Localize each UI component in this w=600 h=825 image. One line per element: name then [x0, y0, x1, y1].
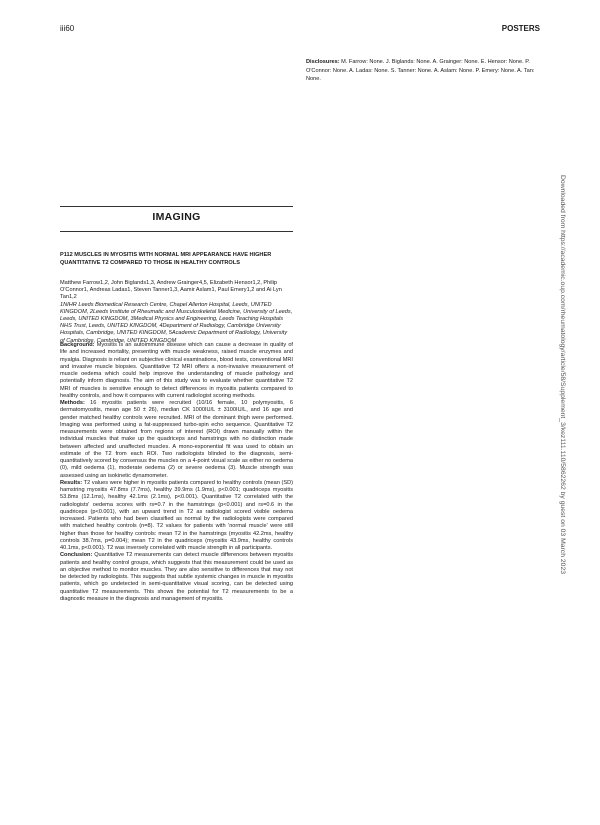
background-text: Myositis is an autoimmune disease which can cause a decrease in quality of life and increased mortality, presenting with muscle weakness, raised muscle enzymes and myalgia. Diagnosis is reliant on subjective clinical examinations, blood tests, conventional MRI and invasive muscle biopsies. Quantitative T2 MRI offers a non-invasive measurement of muscle oedema which could help improve the understanding of muscle pathology and potentially inform diagnosis. The aim of this study was to evaluate whether quantitative T2 MRI of muscles is sensitive enough to detect differences in myositis patients compared to healthy controls, and how it compares with current radiologist scoring methods.	[60, 342, 293, 399]
section-rule-top	[60, 206, 293, 207]
disclosures	[306, 58, 538, 84]
results-label: Results:	[60, 479, 83, 486]
download-watermark	[552, 175, 572, 645]
abstract-authors-block	[60, 280, 293, 345]
download-watermark-text: Downloaded from https://academic.oup.com/rheumatology/article/58/Supplement_3/kez111.110/5862262 by guest on 03 March 2023	[559, 175, 566, 574]
results-text: T2 values were higher in myositis patients compared to healthy controls (mean (SD) hamstring myositis 47.8ms (7.7ms), healthy 39.9ms (1.9ms), p<0.001; quadriceps myositis 53.8ms (12.1ms), healthy 42.1ms (2.1ms), p<0.001). Quantitative T2 correlated with the radiologists' oedema scores with rs=0.7 in the hamstrings (p<0.001) and rs=0.6 in the quadriceps (p<0.001), with an upward trend in T2 as radiologist scored visible oedema increased. Patients who had been classified as normal by the radiologists were compared with matched healthy controls (n=8). T2 values for patients with 'normal muscle' were still higher than those for healthy controls: mean T2 in the hamstrings (myositis 42.2ms, healthy controls 38.7ms, p=0.004); mean T2 in the quadriceps (myositis 43.9ms, healthy controls 40.1ms, p<0.001). T2 was inversely correlated with muscle strength in all participants.	[60, 479, 293, 551]
background-paragraph	[60, 342, 293, 400]
background-label: Background:	[60, 342, 95, 348]
conclusion-paragraph	[60, 552, 293, 603]
conclusion-text: Quantitative T2 measurements can detect muscle differences between myositis patients and healthy control groups, which suggests that this measurement could be used as an objective method to monitor muscles. They are also sensitive to differences that may not be detected by radiologists. This suggests that subtle systemic changes in muscle in myositis patients, which go undetected in semi-quantitative visual scoring, can be detected using quantitative T2 measurements. This shows the potential for T2 measurements to be a diagnostic measure in the diagnosis and management of myositis.	[60, 552, 293, 602]
abstract-title: P112 MUSCLES IN MYOSITIS WITH NORMAL MRI APPEARANCE HAVE HIGHER QUANTITATIVE T2 COMPARED TO THOSE IN HEALTHY CONTROLS	[60, 252, 272, 266]
conclusion-label: Conclusion:	[60, 552, 93, 559]
disclosures-text: M. Farrow: None. J. Biglands: None. A. Grainger: None. E. Hensor: None. P. O'Connor: None. A. Ladas: None. S. Tanner: None. A. Aslam: None. P. Emery: None. A. Tan: None.	[306, 59, 535, 83]
running-header: POSTERS	[501, 24, 540, 33]
page-number: iii60	[60, 24, 75, 33]
affiliations: 1NIHR Leeds Biomedical Research Centre, Chapel Allerton Hospital, Leeds, UNITED KINGDOM, 2Leeds Institute of Rheumatic and Musculoskeletal Medicine, University of Leeds, Leeds, UNITED KINGDOM, 3Medical Physics and Engineering, Leeds Teaching Hospitals NHS Trust, Leeds, UNITED KINGDOM, 4Department of Radiology, Cambridge University Hospitals, Cambridge, UNITED KINGDOM, 5Academic Department of Radiology, University of Cambridge, Cambridge, UNITED KINGDOM	[60, 301, 293, 344]
abstract-body	[60, 342, 293, 603]
methods-text: 16 myositis patients were recruited (10/16 female, 10 polymyositis, 6 dermatomyositis, mean age 50 ± 26), median CK 1000IU/L ± 3100IU/L, and 16 age and gender matched healthy controls were recruited. MRI of the dominant thigh were performed. Imaging was performed using a fat-suppressed turbo-spin echo sequence. Quantitative T2 measurements were obtained from regions of interest (ROI) drawn manually within the individual muscles that make up the quadriceps and hamstrings with no distinction made between affected and unaffected muscles. A mono-exponential fit was used to obtain an estimate of the T2 from each ROI. Two radiologists blinded to the diagnosis, semi-quantitatively scored by consensus the muscles on a 4-point visual scale as either no oedema (0), mild oedema (1), moderate oedema (2) or severe oedema (3). Muscle strength was assessed using an isokinetic dynamometer.	[60, 400, 293, 479]
results-paragraph	[60, 480, 293, 553]
author-list: Matthew Farrow1,2, John Biglands1,3, Andrew Grainger4,5, Elizabeth Hensor1,2, Philip O'Connor1, Andreas Ladas1, Steven Tanner1,3, Aamir Aslam1, Paul Emery1,2 and Ai Lyn Tan1,2	[60, 280, 282, 301]
methods-label: Methods:	[60, 400, 85, 406]
section-title: IMAGING	[152, 211, 201, 223]
methods-paragraph	[60, 400, 293, 480]
section-rule-bottom	[60, 231, 293, 232]
disclosures-label: Disclosures:	[306, 59, 340, 65]
